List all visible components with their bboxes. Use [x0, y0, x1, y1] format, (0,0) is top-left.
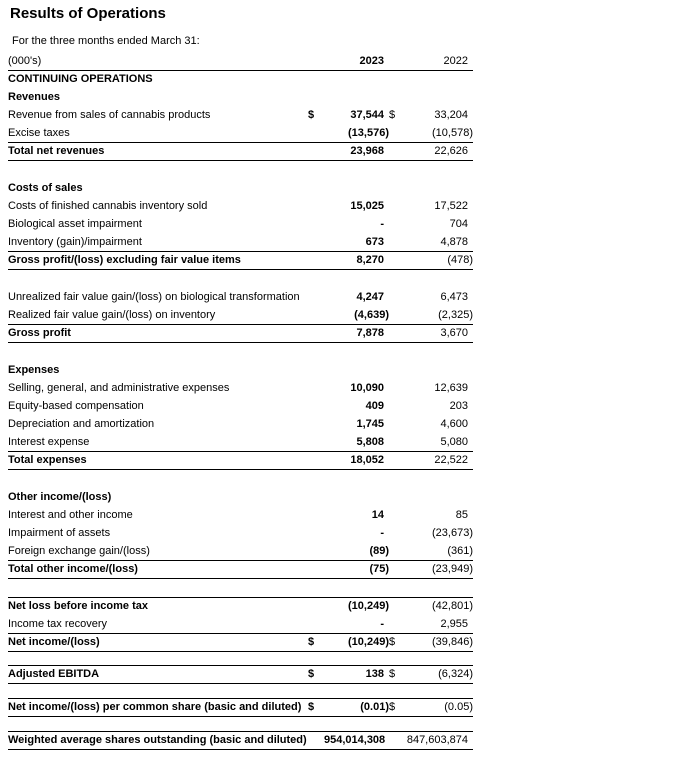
column-header-2022: 2022: [405, 52, 473, 70]
table-row: [8, 698, 473, 716]
value-2022: (478): [405, 251, 473, 269]
currency-symbol-2023: [308, 324, 324, 342]
spacer-cell: [8, 651, 473, 665]
currency-symbol-2023: [308, 124, 324, 142]
header-currency-spacer-2022: [389, 52, 405, 70]
value-2022: 4,600: [440, 418, 468, 430]
value-2022: 2,955: [440, 617, 468, 630]
row-label: Net income/(loss) per common share (basic and diluted): [8, 698, 308, 716]
currency-symbol-2022: [389, 433, 405, 451]
value-2023: [324, 361, 389, 379]
value-2022: (39,846): [405, 633, 473, 651]
value-2022: (2,325): [438, 308, 473, 321]
value-2022: [405, 70, 473, 88]
value-2023: 409: [365, 400, 384, 412]
spacer-cell: [8, 269, 473, 288]
value-2022: [405, 88, 473, 106]
currency-symbol-2023: [308, 451, 324, 469]
currency-symbol-2023: [308, 288, 324, 306]
currency-symbol-2022: [389, 70, 405, 88]
value-2022: (10,578): [432, 126, 473, 139]
currency-symbol-2022: $: [389, 698, 405, 716]
currency-symbol-2023: [308, 433, 324, 451]
table-row: [8, 142, 473, 160]
value-2023: 1,745: [356, 418, 384, 430]
table-row: [8, 451, 473, 469]
currency-symbol-2022: [389, 215, 405, 233]
value-2023: (10,249): [324, 633, 389, 651]
currency-symbol-2023: [308, 379, 324, 397]
column-header-2023: 2023: [324, 52, 389, 70]
header-currency-spacer-2023: [308, 52, 324, 70]
currency-symbol-2023: [308, 142, 324, 160]
table-row: [8, 731, 473, 749]
value-2023: 138: [324, 665, 389, 683]
spacer-row: [8, 651, 473, 665]
currency-symbol-2022: [389, 379, 405, 397]
spacer-row: [8, 160, 473, 179]
value-2022: 4,878: [440, 235, 468, 248]
value-2023: (10,249): [324, 597, 389, 615]
value-2023: 15,025: [350, 200, 384, 212]
row-label: Expenses: [8, 364, 60, 376]
table-row: [8, 433, 473, 451]
value-2023: 10,090: [350, 382, 384, 394]
value-2023: 18,052: [324, 451, 389, 469]
table-row: [8, 524, 473, 542]
table-row: [8, 542, 473, 560]
currency-symbol-2022: [389, 731, 405, 749]
value-2023: 8,270: [324, 251, 389, 269]
currency-symbol-2023: [308, 542, 324, 560]
row-label: Costs of sales: [8, 182, 83, 194]
spacer-cell: [8, 160, 473, 179]
currency-symbol-2022: [389, 251, 405, 269]
table-row: [8, 124, 473, 142]
table-row: [8, 324, 473, 342]
value-2023: (13,576): [348, 126, 389, 139]
currency-symbol-2023: [308, 506, 324, 524]
value-2023: [324, 179, 389, 197]
table-header-row: [8, 52, 473, 70]
value-2022: [405, 361, 473, 379]
currency-symbol-2022: [389, 288, 405, 306]
spacer-row: [8, 469, 473, 488]
currency-symbol-2023: [308, 597, 324, 615]
spacer-cell: [8, 578, 473, 597]
spacer-cell: [8, 469, 473, 488]
value-2023: 673: [365, 235, 384, 248]
value-2023: [324, 70, 389, 88]
row-label: Inventory (gain)/impairment: [8, 235, 142, 248]
table-row: [8, 488, 473, 506]
row-label: Gross profit: [8, 324, 308, 342]
table-row: [8, 215, 473, 233]
table-row: [8, 415, 473, 433]
currency-symbol-2022: $: [389, 665, 405, 683]
row-label: Weighted average shares outstanding (basic and diluted): [8, 731, 308, 749]
currency-symbol-2023: [308, 524, 324, 542]
currency-symbol-2023: [308, 179, 324, 197]
value-2022: (23,673): [432, 527, 473, 539]
value-2023: 23,968: [324, 142, 389, 160]
row-label: Impairment of assets: [8, 527, 111, 539]
currency-symbol-2022: [389, 597, 405, 615]
currency-symbol-2022: [389, 560, 405, 578]
value-2022: (0.05): [405, 698, 473, 716]
value-2022: 5,080: [440, 435, 468, 448]
value-2022: 22,522: [405, 451, 473, 469]
table-row: [8, 179, 473, 197]
value-2023: (4,639): [354, 308, 389, 321]
row-label: Excise taxes: [8, 126, 70, 139]
spacer-row: [8, 578, 473, 597]
currency-symbol-2022: [389, 179, 405, 197]
row-label: Revenues: [8, 91, 60, 103]
value-2023: 5,808: [356, 435, 384, 448]
currency-symbol-2023: [308, 397, 324, 415]
table-row: [8, 506, 473, 524]
currency-symbol-2022: [389, 488, 405, 506]
row-label: Total net revenues: [8, 142, 308, 160]
currency-symbol-2022: [389, 233, 405, 251]
currency-symbol-2023: [308, 488, 324, 506]
currency-symbol-2023: [308, 415, 324, 433]
spacer-row: [8, 683, 473, 698]
spacer-cell: [8, 683, 473, 698]
value-2023: -: [380, 617, 384, 630]
value-2022: [405, 179, 473, 197]
currency-symbol-2022: $: [389, 633, 405, 651]
value-2023: 4,247: [356, 291, 384, 303]
table-row: [8, 665, 473, 683]
currency-symbol-2022: [389, 306, 405, 324]
row-label: CONTINUING OPERATIONS: [8, 73, 153, 86]
spacer-cell: [8, 716, 473, 731]
value-2023: -: [380, 218, 384, 230]
row-label: Other income/(loss): [8, 491, 112, 503]
currency-symbol-2023: [308, 233, 324, 251]
currency-symbol-2023: $: [308, 698, 324, 716]
currency-symbol-2023: [308, 70, 324, 88]
table-row: [8, 361, 473, 379]
value-2022: 85: [455, 509, 468, 521]
units-label: (000's): [8, 52, 308, 70]
currency-symbol-2022: [389, 542, 405, 560]
currency-symbol-2023: $: [308, 633, 324, 651]
currency-symbol-2023: $: [308, 665, 324, 683]
table-row: [8, 306, 473, 324]
value-2023: 14: [371, 509, 384, 521]
value-2022: (23,949): [405, 560, 473, 578]
currency-symbol-2022: [389, 142, 405, 160]
spacer-row: [8, 342, 473, 361]
value-2023: (0.01): [324, 698, 389, 716]
row-label: Net income/(loss): [8, 633, 308, 651]
row-label: Equity-based compensation: [8, 400, 144, 412]
table-row: [8, 597, 473, 615]
value-2022: 704: [449, 218, 468, 230]
value-2023: 954,014,308: [324, 731, 389, 749]
value-2022: 203: [449, 400, 468, 412]
row-label: Net loss before income tax: [8, 597, 308, 615]
currency-symbol-2023: $: [308, 109, 315, 121]
value-2022: (6,324): [405, 665, 473, 683]
currency-symbol-2023: [308, 615, 324, 633]
table-row: [8, 88, 473, 106]
row-label: Gross profit/(loss) excluding fair value items: [8, 251, 308, 269]
currency-symbol-2023: [308, 306, 324, 324]
table-row: [8, 70, 473, 88]
value-2023: [324, 88, 389, 106]
value-2022: 12,639: [434, 382, 468, 394]
currency-symbol-2022: [389, 324, 405, 342]
results-table-body: [8, 70, 473, 749]
table-row: [8, 379, 473, 397]
value-2023: (75): [324, 560, 389, 578]
currency-symbol-2023: [308, 361, 324, 379]
table-header: [8, 52, 473, 70]
spacer-cell: [8, 342, 473, 361]
value-2023: [324, 488, 389, 506]
row-label: Income tax recovery: [8, 617, 108, 630]
value-2023: 37,544: [350, 109, 384, 121]
currency-symbol-2022: [389, 524, 405, 542]
value-2022: [405, 488, 473, 506]
currency-symbol-2023: [308, 731, 324, 749]
currency-symbol-2022: [389, 361, 405, 379]
currency-symbol-2022: [389, 88, 405, 106]
value-2022: 3,670: [405, 324, 473, 342]
currency-symbol-2022: [389, 197, 405, 215]
row-label: Realized fair value gain/(loss) on inventory: [8, 308, 216, 321]
table-row: [8, 233, 473, 251]
row-label: Total other income/(loss): [8, 560, 308, 578]
results-of-operations-table: [8, 52, 473, 750]
currency-symbol-2022: [389, 397, 405, 415]
currency-symbol-2023: [308, 215, 324, 233]
currency-symbol-2023: [308, 251, 324, 269]
table-row: [8, 560, 473, 578]
table-row: [8, 106, 473, 124]
spacer-row: [8, 716, 473, 731]
row-label: Total expenses: [8, 451, 308, 469]
table-row: [8, 397, 473, 415]
row-label: Depreciation and amortization: [8, 418, 155, 430]
period-label: For the three months ended March 31:: [12, 35, 200, 47]
row-label: Foreign exchange gain/(loss): [8, 544, 150, 557]
value-2023: 7,878: [324, 324, 389, 342]
value-2022: 22,626: [405, 142, 473, 160]
currency-symbol-2022: [389, 415, 405, 433]
currency-symbol-2023: [308, 88, 324, 106]
value-2022: (42,801): [405, 597, 473, 615]
value-2022: 17,522: [434, 200, 468, 212]
row-label: Biological asset impairment: [8, 218, 142, 230]
currency-symbol-2022: [389, 615, 405, 633]
row-label: Adjusted EBITDA: [8, 665, 308, 683]
table-row: [8, 615, 473, 633]
table-row: [8, 197, 473, 215]
row-label: Interest and other income: [8, 509, 133, 521]
value-2022: (361): [447, 544, 473, 557]
row-label: Revenue from sales of cannabis products: [8, 109, 211, 121]
value-2022: 6,473: [440, 291, 468, 303]
value-2023: (89): [369, 544, 389, 557]
currency-symbol-2022: $: [389, 109, 396, 121]
currency-symbol-2023: [308, 197, 324, 215]
row-label: Interest expense: [8, 435, 90, 448]
row-label: Unrealized fair value gain/(loss) on biological transformation: [8, 291, 300, 303]
table-row: [8, 251, 473, 269]
row-label: Selling, general, and administrative expenses: [8, 382, 230, 394]
currency-symbol-2022: [389, 124, 405, 142]
currency-symbol-2022: [389, 451, 405, 469]
currency-symbol-2022: [389, 506, 405, 524]
value-2022: 33,204: [434, 109, 468, 121]
page-title: Results of Operations: [10, 5, 166, 22]
spacer-row: [8, 269, 473, 288]
table-row: [8, 288, 473, 306]
table-row: [8, 633, 473, 651]
value-2023: -: [380, 527, 384, 539]
currency-symbol-2023: [308, 560, 324, 578]
row-label: Costs of finished cannabis inventory sold: [8, 200, 208, 212]
value-2022: 847,603,874: [405, 731, 473, 749]
